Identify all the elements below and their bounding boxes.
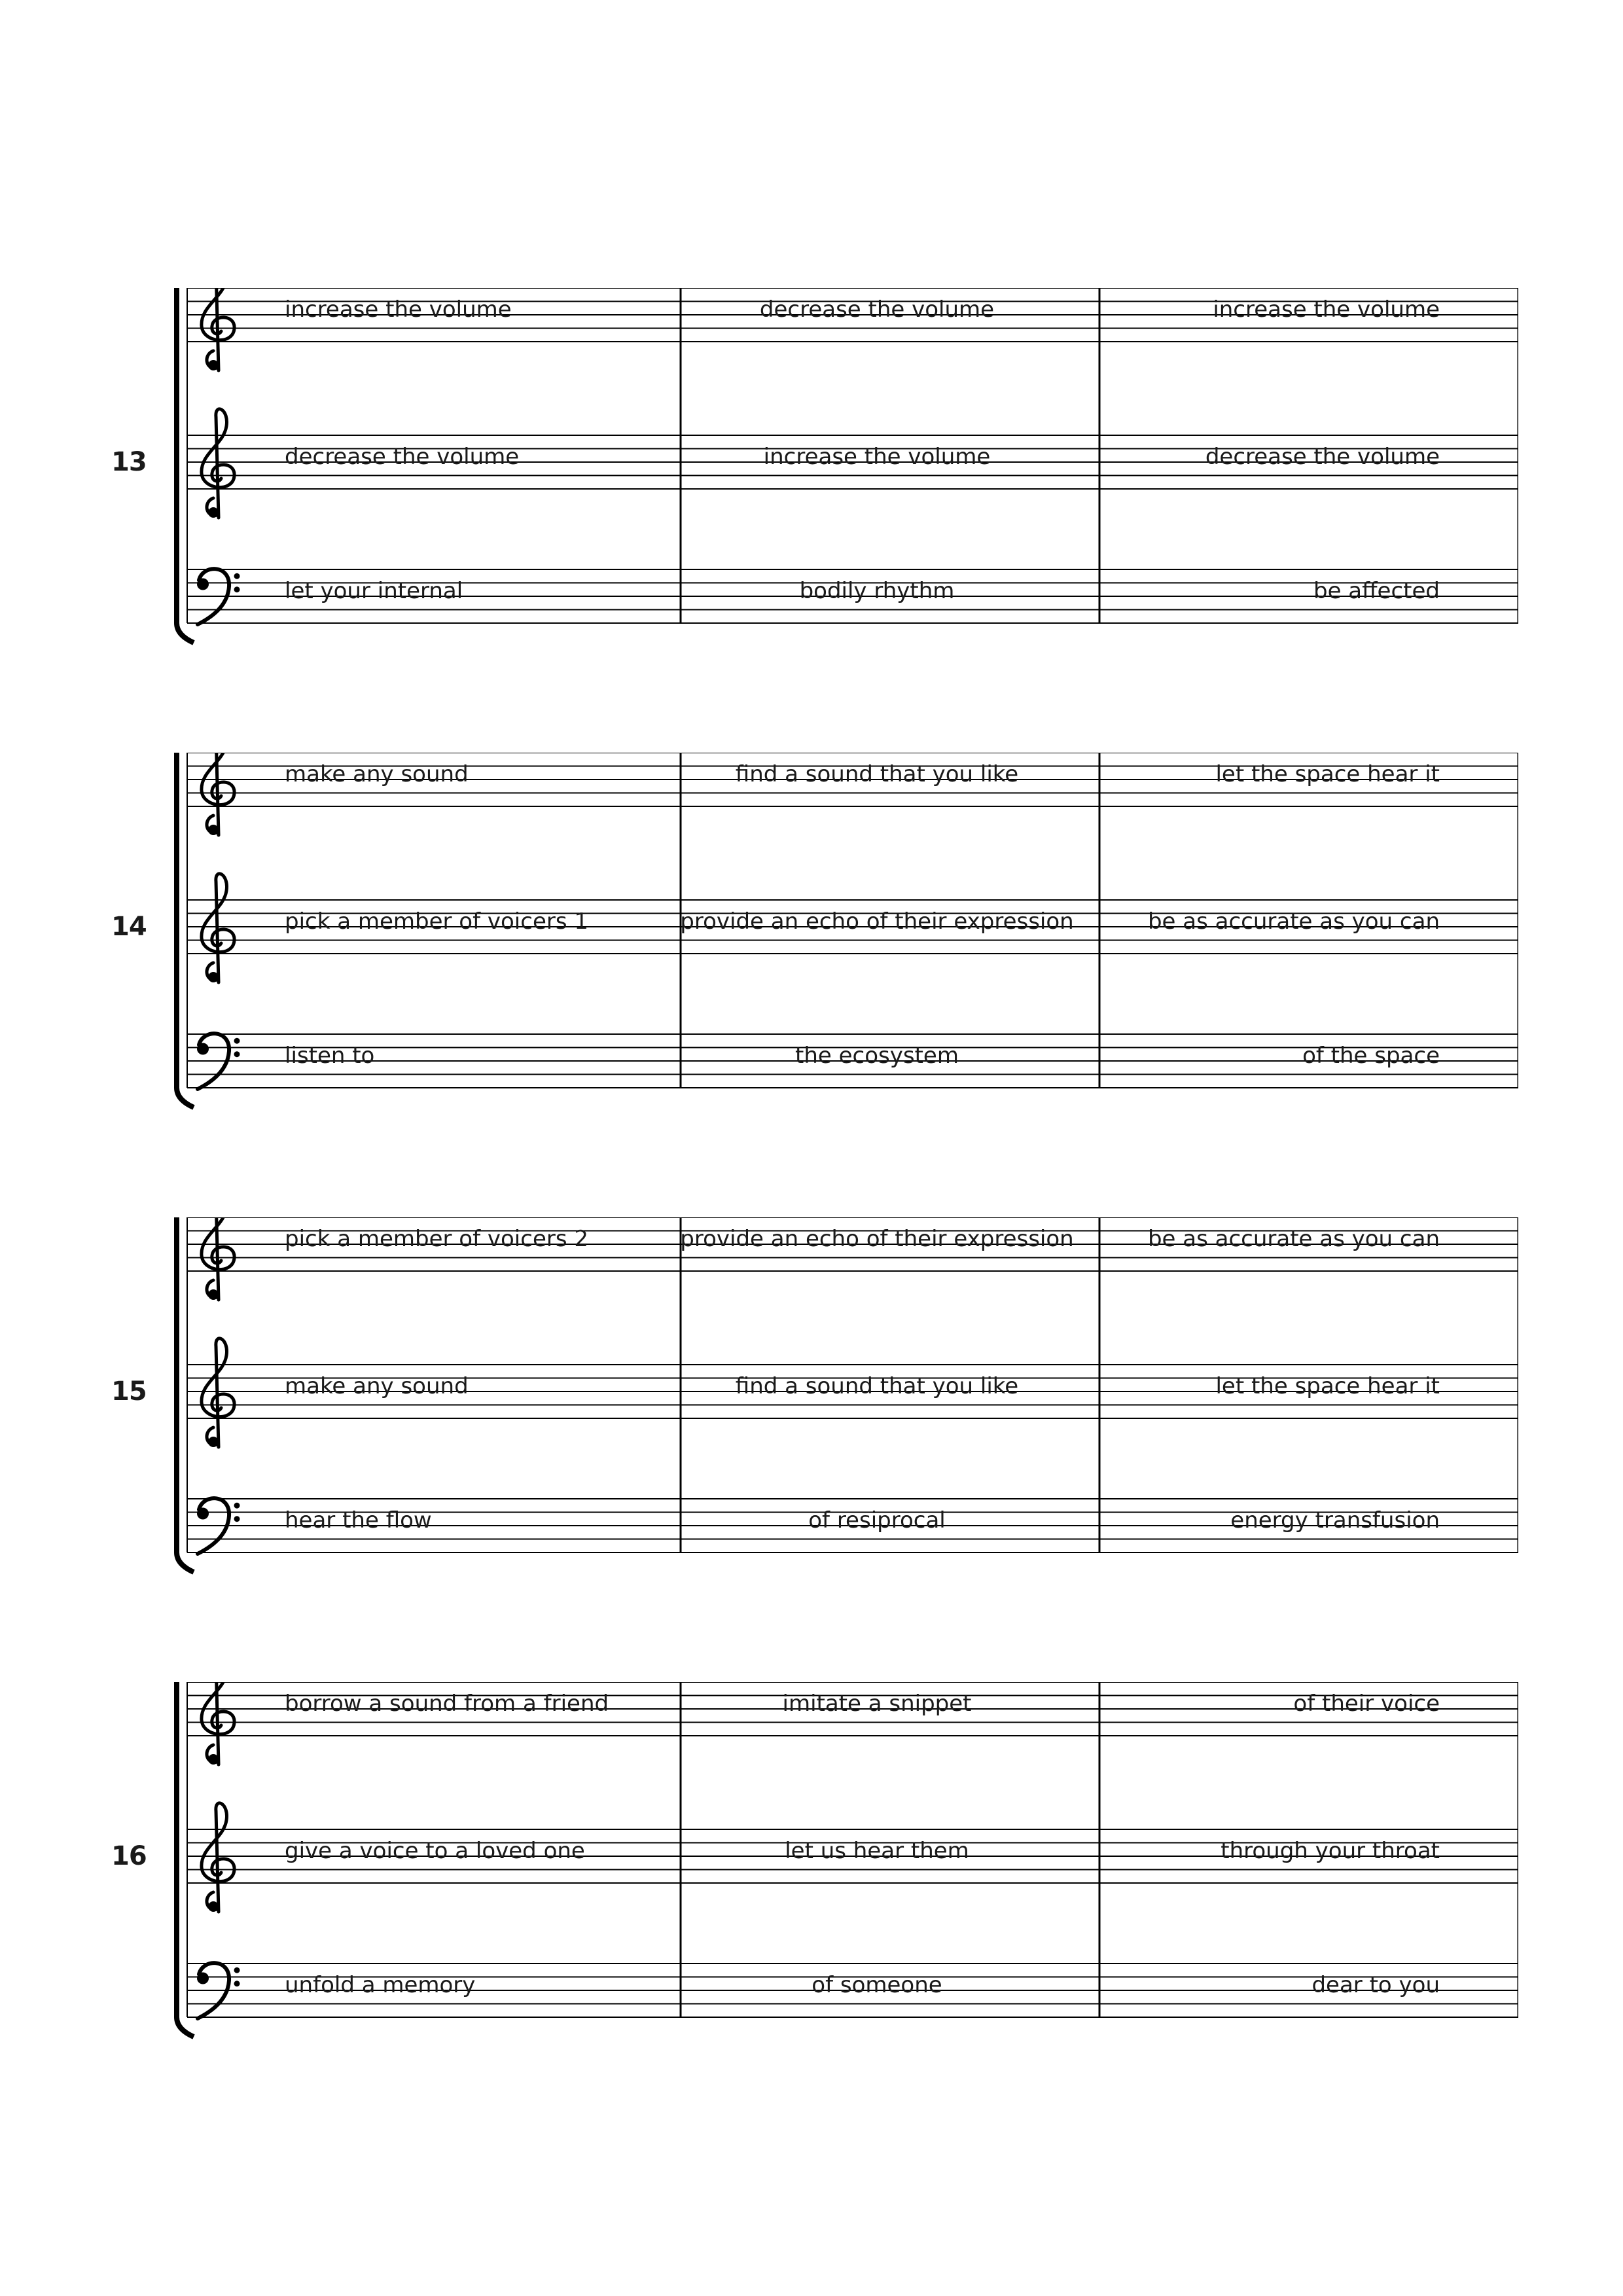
staff-instruction-text: imitate a snippet: [782, 1690, 972, 1717]
staff-instruction-text: find a sound that you like: [735, 1372, 1019, 1399]
staff-instruction-text: let the space hear it: [1215, 1372, 1440, 1399]
staff-instruction-text: find a sound that you like: [735, 761, 1019, 787]
score-system: [111, 1682, 1518, 2062]
staff-instruction-text: of resiprocal: [808, 1507, 946, 1534]
staff-instruction-text: the ecosystem: [795, 1042, 959, 1069]
staff-instruction-text: increase the volume: [285, 296, 512, 323]
staff-instruction-text: provide an echo of their expression: [680, 1225, 1074, 1252]
staff-system-graphics: [170, 1682, 1518, 2062]
staff-instruction-text: decrease the volume: [285, 443, 520, 470]
staff-instruction-text: increase the volume: [763, 443, 991, 470]
staff-instruction-text: increase the volume: [1213, 296, 1440, 323]
staff-instruction-text: be affected: [1313, 577, 1440, 604]
staff-instruction-text: decrease the volume: [759, 296, 995, 323]
staff-instruction-text: let your internal: [285, 577, 463, 604]
staff-instruction-text: make any sound: [285, 1372, 469, 1399]
staff-instruction-text: dear to you: [1311, 1971, 1440, 1998]
treble-clef-icon: [202, 288, 234, 370]
staff-instruction-text: decrease the volume: [1205, 443, 1440, 470]
staff-instruction-text: pick a member of voicers 1: [285, 908, 588, 935]
staff-system-graphics: [170, 288, 1518, 668]
staff-instruction-text: be as accurate as you can: [1147, 1225, 1440, 1252]
treble-clef-icon: [202, 1682, 234, 1765]
staff-instruction-text: be as accurate as you can: [1147, 908, 1440, 935]
system-number: 16: [111, 1841, 147, 1871]
staff-instruction-text: of someone: [812, 1971, 942, 1998]
staff-instruction-text: unfold a memory: [285, 1971, 476, 1998]
staff-instruction-text: provide an echo of their expression: [680, 908, 1074, 935]
staff-instruction-text: let the space hear it: [1215, 761, 1440, 787]
staff-instruction-text: make any sound: [285, 761, 469, 787]
treble-clef-icon: [202, 1803, 234, 1912]
staff-instruction-text: borrow a sound from a friend: [285, 1690, 609, 1717]
system-number: 14: [111, 912, 147, 942]
system-number: 15: [111, 1376, 147, 1407]
staff-instruction-text: bodily rhythm: [799, 577, 955, 604]
staff-system-graphics: [170, 1217, 1518, 1597]
staff-instruction-text: of the space: [1302, 1042, 1440, 1069]
treble-clef-icon: [202, 874, 234, 982]
staff-instruction-text: through your throat: [1221, 1837, 1440, 1864]
treble-clef-icon: [202, 753, 234, 835]
staff-instruction-text: let us hear them: [785, 1837, 969, 1864]
staff-instruction-text: give a voice to a loved one: [285, 1837, 585, 1864]
treble-clef-icon: [202, 1217, 234, 1300]
score-system: [111, 1217, 1518, 1597]
staff-system-graphics: [170, 753, 1518, 1132]
staff-instruction-text: of their voice: [1293, 1690, 1440, 1717]
system-number: 13: [111, 447, 147, 477]
treble-clef-icon: [202, 409, 234, 518]
staff-instruction-text: energy transfusion: [1230, 1507, 1440, 1534]
score-system: [111, 753, 1518, 1132]
treble-clef-icon: [202, 1338, 234, 1447]
staff-instruction-text: pick a member of voicers 2: [285, 1225, 588, 1252]
staff-instruction-text: listen to: [285, 1042, 375, 1069]
staff-instruction-text: hear the flow: [285, 1507, 432, 1534]
score-system: [111, 288, 1518, 668]
